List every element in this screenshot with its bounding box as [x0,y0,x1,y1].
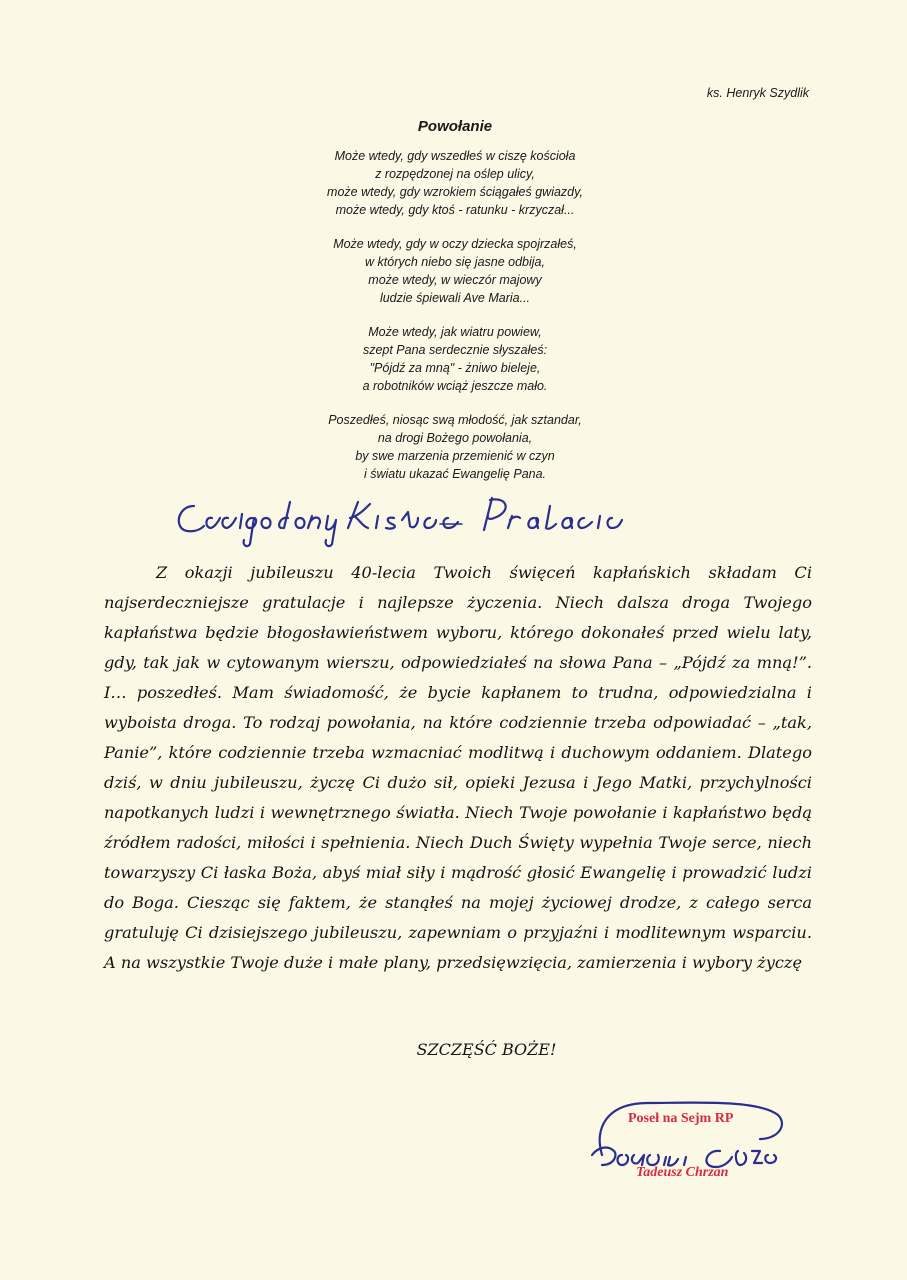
poem-stanza [235,411,675,483]
poem-line: Może wtedy, gdy w oczy dziecka spojrzałeś, [333,237,577,251]
handwritten-salutation [172,488,632,553]
poem-line: Może wtedy, jak wiatru powiew, [368,325,542,339]
closing-greeting: SZCZĘŚĆ BOŻE! [416,1040,557,1059]
salutation-ink-icon [172,488,632,548]
poem-line: Poszedłeś, niosąc swą młodość, jak sztandar, [328,413,582,427]
poem-stanza [235,235,675,307]
stamp-name: Tadeusz Chrzan [636,1165,729,1180]
poem-line: i światu ukazać Ewangelię Pana. [363,467,547,481]
poem-line: może wtedy, gdy ktoś - ratunku - krzyczał... [335,203,575,217]
poem-stanza [235,323,675,395]
poem-line: na drogi Bożego powołania, [377,431,533,445]
poem-line: szept Pana serdecznie słyszałeś: [362,343,548,357]
signature-stamp [588,1095,788,1190]
poem-line: ludzie śpiewali Ave Maria... [379,291,531,305]
poem-line: z rozpędzonej na oślep ulicy, [375,167,535,181]
poem-author: ks. Henryk Szydlik [706,86,809,100]
poem-line: w których niebo się jasne odbija, [365,255,545,269]
poem-line: "Pójdź za mną" - żniwo bieleje, [369,361,541,375]
poem-line: może wtedy, w wieczór majowy [368,273,542,287]
poem-stanza [235,147,675,219]
poem-line: może wtedy, gdy wzrokiem ściągałeś gwiazdy, [327,185,583,199]
letter-body: Z okazji jubileuszu 40-lecia Twoich święceń kapłańskich składam Ci najserdeczniejsze gratulacje i najlepsze życzenia. Niech dalsza droga Twojego kapłaństwa będzie błogosławieństwem wyboru, którego dokonałeś przed wielu laty, gdy, tak jak w cytowanym wierszu, odpowiedziałeś na słowa Pana – „Pójdź za mną!”. I… poszedłeś. Mam świadomość, że bycie kapłanem to trudna, odpowiedzialna i wyboista droga. To rodzaj powołania, na które codziennie trzeba odpowiadać – „tak, Panie”, które codziennie trzeba wzmacniać modlitwą i duchowym oddaniem. Dlatego dziś, w dniu jubileuszu, życzę Ci dużo sił, opieki Jezusa i Jego Matki, przychylności napotkanych ludzi i wewnętrznego światła. Niech Twoje powołanie i kapłaństwo będą źródłem radości, miłości i spełnienia. Niech Duch Święty wypełnia Twoje serce, niech towarzyszy Ci łaska Boża, abyś miał siły i mądrość głosić Ewangelię i prowadzić ludzi do Boga. Ciesząc się faktem, że stanąłeś na mojej życiowej drodze, z całego serca gratuluję Ci dzisiejszego jubileuszu, zapewniam o przyjaźni i modlitewnym wsparciu. A na wszystkie Twoje duże i małe plany, przedsięwzięcia, zamierzenia i wybory życzę [104,563,812,972]
poem-line: by swe marzenia przemienić w czyn [355,449,555,463]
poem-line: a robotników wciąż jeszcze mało. [362,379,548,393]
poem-title: Powołanie [417,118,493,135]
stamp-title: Poseł na Sejm RP [628,1111,734,1126]
poem [235,118,675,499]
poem-line: Może wtedy, gdy wszedłeś w ciszę kościoła [334,149,576,163]
